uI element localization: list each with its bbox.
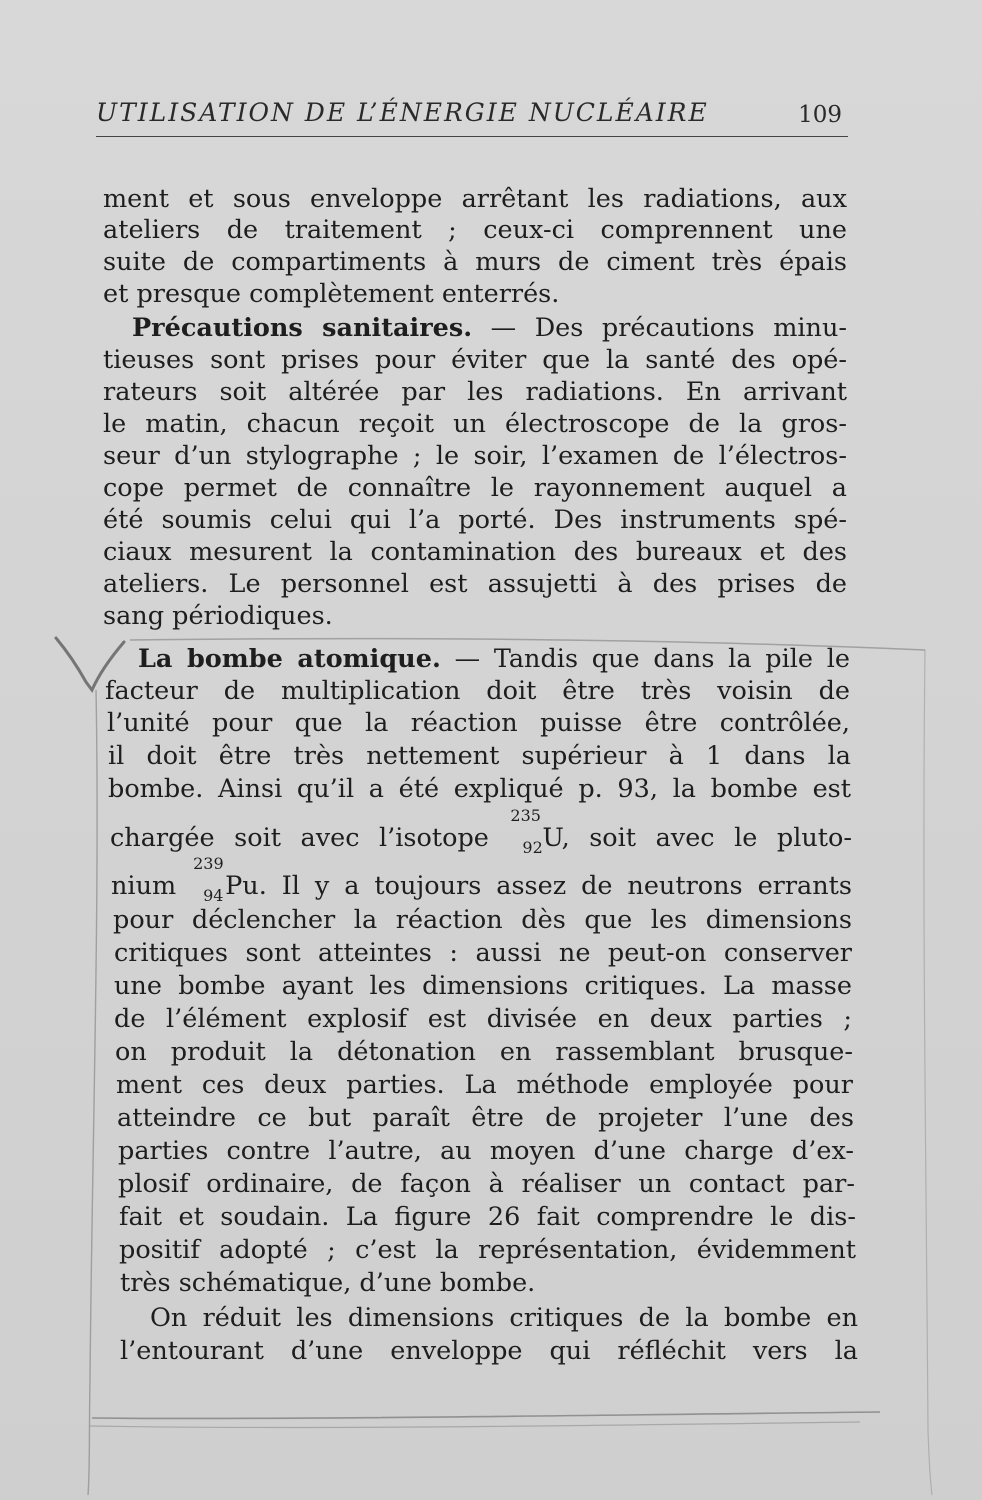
text-line: été soumis celui qui l’a porté. Des instruments spé-: [103, 505, 847, 535]
pencil-box-left: [88, 690, 97, 1495]
text-line: il doit être très nettement supérieur à 1 dans la: [108, 741, 851, 771]
text-line: fait et soudain. La figure 26 fait comprendre le dis-: [119, 1202, 856, 1232]
text-line: ateliers de traitement ; ceux-ci comprennent une: [103, 215, 847, 245]
text-line: ment ces deux parties. La méthode employée pour: [116, 1070, 853, 1100]
text-line: très schématique, d’une bombe.: [120, 1268, 536, 1298]
plutonium-isotope-notation: 239 94: [193, 854, 224, 905]
text-line: tieuses sont prises pour éviter que la santé des opé-: [103, 345, 847, 375]
text-line: seur d’un stylographe ; le soir, l’examen de l’électros-: [103, 441, 847, 471]
text-line: rateurs soit altérée par les radiations. En arrivant: [103, 377, 847, 407]
plutonium-isotope-line: nium 239 94 Pu. Il y a toujours assez de neutrons errants: [111, 854, 852, 905]
text-line: plosif ordinaire, de façon à réaliser un contact par-: [118, 1169, 855, 1199]
text-line: ateliers. Le personnel est assujetti à des prises de: [103, 569, 847, 599]
pencil-box-bottom: [92, 1412, 880, 1418]
pencil-box-top: [130, 639, 925, 650]
text-line: ment et sous enveloppe arrêtant les radiations, aux: [103, 184, 847, 214]
text-line: parties contre l’autre, au moyen d’une charge d’ex-: [118, 1136, 854, 1166]
running-title: UTILISATION DE L’ÉNERGIE NUCLÉAIRE: [96, 98, 709, 127]
text-line: cope permet de connaître le rayonnement auquel a: [103, 473, 847, 503]
text-line: une bombe ayant les dimensions critiques. La masse: [114, 971, 852, 1001]
text-line: pour déclencher la réaction dès que les dimensions: [113, 905, 852, 935]
paragraph-bombe-first-line: La bombe atomique. — Tandis que dans la pile le: [138, 644, 850, 674]
text-line: suite de compartiments à murs de ciment très épais: [103, 247, 847, 277]
text-line: positif adopté ; c’est la représentation, évidemment: [119, 1235, 856, 1265]
uranium-isotope-line: chargée soit avec l’isotope 235 92 U, soit avec le pluto-: [110, 806, 852, 857]
text-line: de l’élément explosif est divisée en deux parties ;: [114, 1004, 852, 1034]
pencil-check-mark: [56, 638, 124, 690]
text-line: on produit la détonation en rassemblant brusque-: [115, 1037, 853, 1067]
text-line: l’entourant d’une enveloppe qui réfléchit vers la: [120, 1336, 858, 1366]
section-heading-bombe-atomique: La bombe atomique.: [138, 644, 441, 674]
uranium-isotope-notation: 235 92: [510, 806, 543, 857]
text-line: atteindre ce but paraît être de projeter l’une des: [117, 1103, 854, 1133]
text-line: ciaux mesurent la contamination des bureaux et des: [103, 537, 847, 567]
text-line: et presque complètement enterrés.: [103, 279, 560, 309]
page-number: 109: [798, 102, 842, 128]
text-line: On réduit les dimensions critiques de la bombe en: [150, 1303, 858, 1333]
paragraph-precautions-first-line: Précautions sanitaires. — Des précautions minu-: [132, 313, 847, 343]
text-line: sang périodiques.: [103, 601, 333, 631]
text-line: critiques sont atteintes : aussi ne peut-on conserver: [114, 938, 852, 968]
pencil-box-bottom-second: [90, 1422, 860, 1427]
pencil-box-right: [924, 650, 932, 1495]
section-heading-precautions: Précautions sanitaires.: [132, 313, 473, 343]
text-line: le matin, chacun reçoit un électroscope de la gros-: [103, 409, 847, 439]
text-line: bombe. Ainsi qu’il a été expliqué p. 93, la bombe est: [108, 774, 851, 804]
text-line: l’unité pour que la réaction puisse être contrôlée,: [107, 708, 850, 738]
text-line: facteur de multiplication doit être très voisin de: [105, 676, 850, 706]
